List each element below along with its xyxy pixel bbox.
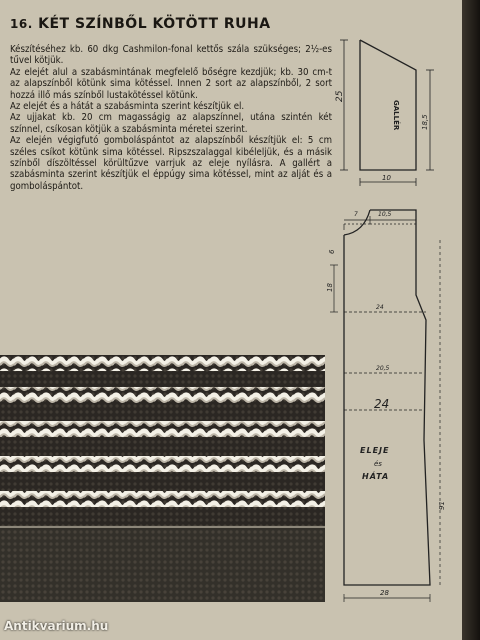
section-heading	[10, 16, 271, 32]
paragraph-front-back: Az elejét és a hátát a szabásminta szerint készítjük el.	[10, 101, 245, 113]
collar-label: GALLÉR	[392, 100, 400, 131]
body-label-line2: és	[374, 460, 382, 468]
body-hip-label: 24	[374, 397, 390, 411]
watermark-text: Antikvarium.hu	[4, 619, 109, 633]
collar-height-label: 25	[335, 90, 345, 102]
section-number: 16.	[10, 17, 33, 31]
body-top-left-label: 7	[354, 211, 358, 218]
knit-fabric-photo	[0, 355, 325, 602]
paragraph-button-band: Az elején végigfutó gomboláspántot az alapszínből készítjük el: 5 cm széles csíkot kötünk sima kötéssel. Ripszszalaggal kibéleljük, és a másik színből díszöltéssel körültűzve varrjuk az eleje nyílásra. A gallért a szabásminta szerint készítjük el éppúgy sima kötéssel, mint az alját és a gomboláspántot.	[10, 135, 332, 192]
section-title: KÉT SZÍNBŐL KÖTÖTT RUHA	[38, 16, 271, 32]
collar-diagram	[340, 40, 434, 186]
collar-bottom-label: 10	[382, 174, 391, 182]
body-chest-label: 24	[376, 304, 384, 311]
pattern-diagrams	[326, 30, 462, 610]
body-label-line1: ELEJE	[360, 446, 390, 455]
body-top-right-label: 10,5	[378, 211, 392, 218]
paragraph-front-start: Az elejét alul a szabásmintának megfelelő bőségre kezdjük; kb. 30 cm-t az alapszínből kötünk sima kötéssel. Innen 2 sort az alapszínből, 2 sort hozzá illő más színből lustakötéssel kötünk.	[10, 66, 332, 101]
body-hem-label: 28	[380, 589, 389, 597]
body-waist-label: 20,5	[376, 365, 390, 372]
collar-inner-label: 18,5	[421, 114, 429, 130]
knit-texture-image	[0, 355, 325, 602]
body-neck-label: 6	[328, 249, 336, 254]
instructions-text	[10, 44, 332, 192]
body-armhole-label: 18	[326, 283, 334, 292]
paragraph-sleeves: Az ujjakat kb. 20 cm magasságig az alapszínnel, utána szintén két színnel, csíkosan kötjük a szabásminta méretei szerint.	[10, 112, 332, 135]
book-spine	[462, 0, 480, 640]
paragraph-materials: Készítéséhez kb. 60 dkg Cashmilon-fonal kettős szála szükséges; 2½-es tűvel kötjük.	[10, 44, 332, 67]
body-label-line3: HÁTA	[362, 472, 390, 481]
body-length-label: 91	[438, 501, 446, 510]
